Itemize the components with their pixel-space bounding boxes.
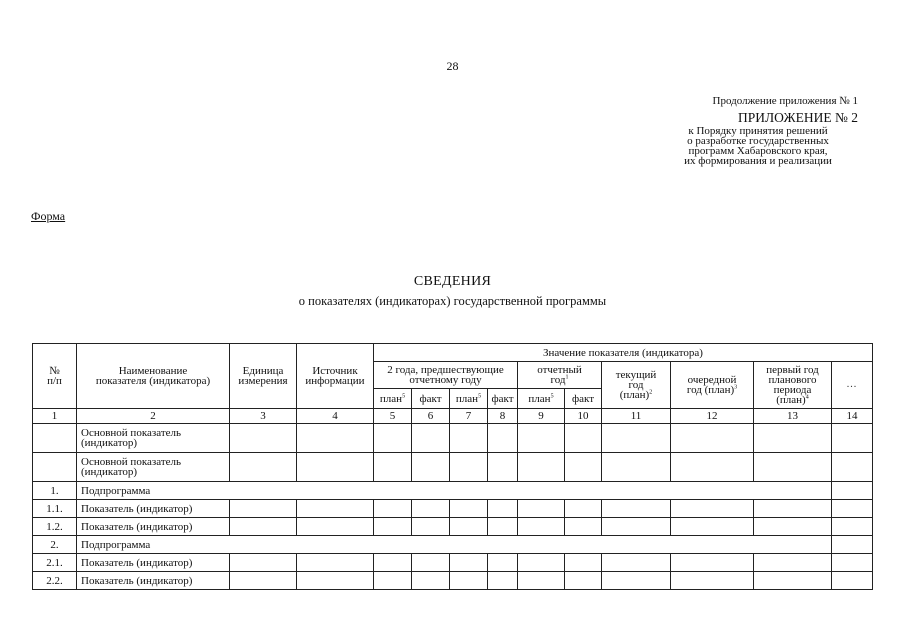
- row-name: [77, 424, 230, 453]
- empty-cell[interactable]: [518, 453, 565, 482]
- header-unit-line: Единица: [242, 365, 284, 377]
- header-unit: [230, 344, 297, 409]
- empty-cell[interactable]: [488, 424, 518, 453]
- row-name-line: Подпрограмма: [81, 538, 151, 551]
- page-number: 28: [446, 59, 459, 73]
- empty-cell[interactable]: [374, 453, 412, 482]
- header-current-year-line: [604, 390, 668, 400]
- header-current-year-text: (план): [619, 389, 650, 401]
- empty-cell[interactable]: [412, 554, 450, 572]
- row-name-line: Основной показатель: [81, 456, 182, 468]
- empty-cell[interactable]: [832, 554, 873, 572]
- row-name-line: Основной показатель: [81, 427, 182, 439]
- header-fact: факт: [412, 389, 450, 409]
- row-name: [77, 572, 230, 590]
- column-number-cell: 9: [518, 409, 565, 424]
- header-num-line: №: [49, 365, 60, 377]
- empty-cell[interactable]: [230, 572, 297, 590]
- empty-cell[interactable]: [602, 453, 671, 482]
- empty-cell[interactable]: [832, 453, 873, 482]
- row-name-line: (индикатор): [81, 466, 138, 478]
- empty-cell[interactable]: [230, 500, 297, 518]
- row-number: 1.2.: [33, 518, 77, 536]
- empty-cell[interactable]: [671, 424, 754, 453]
- empty-cell[interactable]: [832, 424, 873, 453]
- header-plan: [518, 389, 565, 409]
- empty-cell[interactable]: [230, 518, 297, 536]
- row-name-line: Показатель (индикатор): [81, 520, 193, 533]
- header-next-year-line: [673, 385, 751, 395]
- table-row: [33, 424, 873, 453]
- empty-cell[interactable]: [565, 554, 602, 572]
- empty-cell[interactable]: [832, 572, 873, 590]
- empty-cell[interactable]: [488, 572, 518, 590]
- empty-cell[interactable]: [412, 453, 450, 482]
- empty-cell[interactable]: [671, 453, 754, 482]
- empty-cell[interactable]: [450, 554, 488, 572]
- empty-cell[interactable]: [518, 554, 565, 572]
- appendix-header: [598, 95, 858, 166]
- header-current-year-line: год: [628, 379, 644, 391]
- empty-cell[interactable]: [671, 572, 754, 590]
- header-report-year-line: [520, 375, 599, 385]
- empty-cell[interactable]: [565, 518, 602, 536]
- empty-cell[interactable]: [374, 424, 412, 453]
- header-source-line: Источник: [312, 365, 358, 377]
- header-source-line: информации: [305, 375, 365, 387]
- header-report-year-text: год: [550, 374, 566, 386]
- header-name-line: показателя (индикатора): [95, 375, 211, 387]
- column-number-cell: 8: [488, 409, 518, 424]
- header-first-plan-year-line: [756, 395, 829, 405]
- empty-cell[interactable]: [602, 518, 671, 536]
- header-next-year: [671, 362, 754, 409]
- row-name-line: (индикатор): [81, 437, 138, 449]
- row-name-line: Подпрограмма: [81, 484, 151, 497]
- empty-cell[interactable]: [518, 572, 565, 590]
- column-number-cell: 13: [754, 409, 832, 424]
- header-name: [77, 344, 230, 409]
- row-name: [77, 554, 230, 572]
- header-name-line: Наименование: [118, 365, 188, 377]
- row-name: [77, 536, 832, 554]
- header-num: [33, 344, 77, 409]
- header-fact: факт: [488, 389, 518, 409]
- empty-cell[interactable]: [230, 453, 297, 482]
- empty-cell[interactable]: [412, 424, 450, 453]
- indicators-table: [32, 343, 873, 590]
- empty-cell[interactable]: [488, 500, 518, 518]
- empty-cell[interactable]: [671, 554, 754, 572]
- column-number-cell: 10: [565, 409, 602, 424]
- empty-cell[interactable]: [374, 518, 412, 536]
- empty-cell[interactable]: [671, 500, 754, 518]
- empty-cell[interactable]: [602, 500, 671, 518]
- appendix-desc-line: программ Хабаровского края,: [688, 145, 828, 157]
- header-plan-text: план: [528, 392, 551, 405]
- empty-cell[interactable]: [565, 424, 602, 453]
- empty-cell[interactable]: [374, 500, 412, 518]
- row-name: [77, 453, 230, 482]
- header-two-years: [374, 362, 518, 389]
- empty-cell[interactable]: [450, 518, 488, 536]
- header-plan: [374, 389, 412, 409]
- empty-cell[interactable]: [230, 554, 297, 572]
- form-label: Форма: [31, 209, 66, 223]
- empty-cell[interactable]: [602, 554, 671, 572]
- empty-cell[interactable]: [754, 453, 832, 482]
- appendix-desc-line: о разработке государственных: [687, 135, 829, 147]
- column-number-cell: 14: [832, 409, 873, 424]
- column-number-cell: 6: [412, 409, 450, 424]
- row-number: 1.: [33, 482, 77, 500]
- header-fact: факт: [565, 389, 602, 409]
- empty-cell[interactable]: [832, 500, 873, 518]
- header-current-year-line: текущий: [615, 369, 657, 381]
- empty-cell[interactable]: [565, 453, 602, 482]
- empty-cell[interactable]: [374, 554, 412, 572]
- column-number-cell: 11: [602, 409, 671, 424]
- column-number-cell: 7: [450, 409, 488, 424]
- header-report-year: [518, 362, 602, 389]
- header-first-plan-year-line: планового: [768, 374, 817, 386]
- appendix-description: [658, 126, 858, 166]
- header-plan-text: план: [379, 392, 403, 405]
- row-name: [77, 482, 832, 500]
- row-number: [33, 424, 77, 453]
- row-number: 2.2.: [33, 572, 77, 590]
- empty-cell[interactable]: [297, 424, 374, 453]
- row-name-line: Показатель (индикатор): [81, 502, 193, 515]
- empty-cell[interactable]: [488, 453, 518, 482]
- appendix-title: ПРИЛОЖЕНИЕ № 2: [737, 110, 858, 125]
- column-numbers-row: [33, 409, 873, 424]
- header-current-year: [602, 362, 671, 409]
- table-row: [33, 554, 873, 572]
- header-first-plan-year-line: периода: [773, 384, 812, 396]
- footnote-mark: 2: [649, 389, 653, 396]
- row-name: [77, 518, 230, 536]
- column-number-cell: 5: [374, 409, 412, 424]
- table-row: [33, 500, 873, 518]
- header-two-years-line: 2 года, предшествующие: [387, 364, 504, 376]
- empty-cell[interactable]: [832, 482, 873, 500]
- empty-cell[interactable]: [450, 572, 488, 590]
- empty-cell[interactable]: [297, 453, 374, 482]
- column-number-cell: 12: [671, 409, 754, 424]
- footnote-mark: 4: [805, 394, 809, 401]
- subprogram-row: [33, 482, 873, 500]
- row-name-line: Показатель (индикатор): [81, 574, 193, 587]
- header-ellipsis: ...: [832, 362, 873, 409]
- row-number: [33, 453, 77, 482]
- row-number: 2.: [33, 536, 77, 554]
- empty-cell[interactable]: [565, 572, 602, 590]
- row-name-line: Показатель (индикатор): [81, 556, 193, 569]
- row-number: 1.1.: [33, 500, 77, 518]
- footnote-mark: 5: [402, 392, 406, 399]
- empty-cell[interactable]: [450, 424, 488, 453]
- appendix-continuation: Продолжение приложения № 1: [712, 95, 858, 107]
- empty-cell[interactable]: [518, 518, 565, 536]
- header-plan-text: план: [455, 392, 479, 405]
- empty-cell[interactable]: [230, 424, 297, 453]
- empty-cell[interactable]: [412, 572, 450, 590]
- appendix-desc-line: к Порядку принятия решений: [688, 125, 828, 137]
- footnote-mark: 5: [550, 392, 554, 399]
- empty-cell[interactable]: [832, 536, 873, 554]
- empty-cell[interactable]: [297, 518, 374, 536]
- header-source: [297, 344, 374, 409]
- empty-cell[interactable]: [488, 518, 518, 536]
- empty-cell[interactable]: [374, 572, 412, 590]
- header-next-year-text: год (план): [686, 384, 735, 396]
- header-next-year-line: очередной: [687, 374, 737, 386]
- column-number-cell: 2: [77, 409, 230, 424]
- document-subtitle: о показателях (индикаторах) государственной программы: [298, 294, 607, 308]
- empty-cell[interactable]: [450, 453, 488, 482]
- empty-cell[interactable]: [488, 554, 518, 572]
- empty-cell[interactable]: [518, 500, 565, 518]
- header-two-years-line: отчетному году: [409, 374, 482, 386]
- row-number: 2.1.: [33, 554, 77, 572]
- empty-cell[interactable]: [602, 572, 671, 590]
- column-number-cell: 4: [297, 409, 374, 424]
- empty-cell[interactable]: [832, 518, 873, 536]
- header-first-plan-year-text: (план): [776, 394, 806, 406]
- header-plan: [450, 389, 488, 409]
- header-first-plan-year: [754, 362, 832, 409]
- empty-cell[interactable]: [518, 424, 565, 453]
- header-value-group: Значение показателя (индикатора): [374, 344, 873, 362]
- empty-cell[interactable]: [754, 554, 832, 572]
- table-row: [33, 518, 873, 536]
- empty-cell[interactable]: [297, 572, 374, 590]
- empty-cell[interactable]: [754, 500, 832, 518]
- document-title: СВЕДЕНИЯ: [413, 274, 492, 289]
- subprogram-row: [33, 536, 873, 554]
- empty-cell[interactable]: [297, 554, 374, 572]
- empty-cell[interactable]: [412, 518, 450, 536]
- header-num-line: п/п: [47, 375, 62, 387]
- header-first-plan-year-line: первый год: [766, 364, 819, 376]
- column-number-cell: 3: [230, 409, 297, 424]
- appendix-desc-line: их формирования и реализации: [684, 155, 832, 167]
- header-report-year-line: отчетный: [537, 364, 582, 376]
- empty-cell[interactable]: [754, 572, 832, 590]
- empty-cell[interactable]: [671, 518, 754, 536]
- empty-cell[interactable]: [297, 500, 374, 518]
- table-row: [33, 453, 873, 482]
- footnote-mark: 1: [565, 374, 569, 381]
- empty-cell[interactable]: [412, 500, 450, 518]
- empty-cell[interactable]: [754, 518, 832, 536]
- row-name: [77, 500, 230, 518]
- footnote-mark: 5: [478, 392, 482, 399]
- column-number-cell: 1: [33, 409, 77, 424]
- empty-cell[interactable]: [450, 500, 488, 518]
- empty-cell[interactable]: [565, 500, 602, 518]
- empty-cell[interactable]: [602, 424, 671, 453]
- table-row: [33, 572, 873, 590]
- footnote-mark: 3: [734, 384, 738, 391]
- header-unit-line: измерения: [238, 375, 288, 387]
- empty-cell[interactable]: [754, 424, 832, 453]
